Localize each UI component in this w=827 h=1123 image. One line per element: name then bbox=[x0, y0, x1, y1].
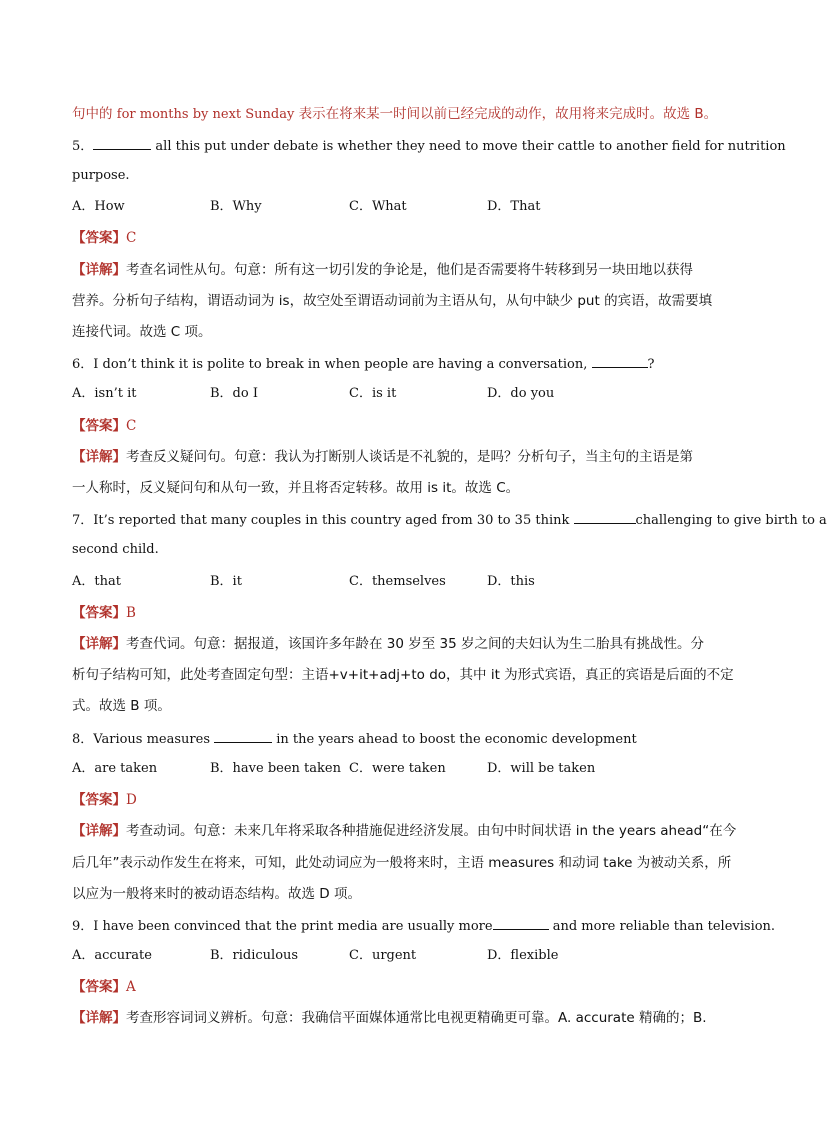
option-b: B．do I bbox=[210, 386, 258, 401]
option-a: A．accurate bbox=[72, 948, 152, 963]
detail-line: 式。故选 B 项。 bbox=[72, 698, 171, 714]
question-6-stem: 6．I don’t think it is polite to break in when people are having a conversation, ? bbox=[72, 357, 655, 372]
answer-blank bbox=[214, 730, 272, 743]
question-5-cont: purpose. bbox=[72, 168, 130, 183]
option-c: C．is it bbox=[349, 386, 397, 401]
option-d: D．this bbox=[487, 574, 535, 589]
option-a: A．that bbox=[72, 574, 121, 589]
option-b: B．ridiculous bbox=[210, 948, 299, 963]
option-a: A．are taken bbox=[72, 761, 158, 776]
intro-line: 句中的 for months by next Sunday 表示在将来某一时间以前已经完成的动作，故用将来完成时。故选 B。 bbox=[72, 106, 718, 122]
option-d: D．That bbox=[487, 199, 541, 214]
detail-line: 后几年”表示动作发生在将来，可知，此处动词应为一般将来时，主语 measures 和动词 take 为被动关系，所 bbox=[72, 855, 732, 871]
question-9-stem: 9．I have been convinced that the print media are usually more and more reliable than television. bbox=[72, 919, 776, 934]
option-d: D．flexible bbox=[487, 948, 559, 963]
answer-blank bbox=[592, 355, 648, 368]
detail-line: 连接代词。故选 C 项。 bbox=[72, 324, 212, 340]
option-d: D．do you bbox=[487, 386, 555, 401]
answer-line: 【答案】D bbox=[72, 792, 137, 808]
question-8-stem: 8．Various measures in the years ahead to boost the economic development bbox=[72, 732, 637, 747]
question-7-cont: second child. bbox=[72, 542, 159, 557]
answer-line: 【答案】C bbox=[72, 230, 137, 246]
option-c: C．were taken bbox=[349, 761, 446, 776]
question-5-stem: 5． all this put under debate is whether they need to move their cattle to another field for nutrition bbox=[72, 139, 786, 154]
detail-line: 【详解】考查反义疑问句。句意：我认为打断别人谈话是不礼貌的，是吗？分析句子，当主句的主语是第 bbox=[72, 449, 693, 465]
answer-line: 【答案】B bbox=[72, 605, 136, 621]
detail-line: 【详解】考查名词性从句。句意：所有这一切引发的争论是，他们是否需要将牛转移到另一块田地以获得 bbox=[72, 262, 693, 278]
option-c: C．urgent bbox=[349, 948, 417, 963]
option-c: C．What bbox=[349, 199, 407, 214]
option-b: B．have been taken bbox=[210, 761, 341, 776]
answer-blank bbox=[493, 917, 549, 930]
detail-line: 以应为一般将来时的被动语态结构。故选 D 项。 bbox=[72, 886, 361, 902]
option-d: D．will be taken bbox=[487, 761, 596, 776]
option-c: C．themselves bbox=[349, 574, 446, 589]
question-7-stem: 7．It’s reported that many couples in this country aged from 30 to 35 think challenging to give birth to a bbox=[72, 513, 827, 528]
detail-line: 析句子结构可知，此处考查固定句型：主语+v+it+adj+to do，其中 it 为形式宾语，真正的宾语是后面的不定 bbox=[72, 667, 734, 683]
answer-blank bbox=[93, 137, 151, 150]
answer-blank bbox=[574, 511, 636, 524]
answer-line: 【答案】A bbox=[72, 979, 136, 995]
detail-line: 【详解】考查形容词词义辨析。句意：我确信平面媒体通常比电视更精确更可靠。A. accurate 精确的；B. bbox=[72, 1010, 707, 1026]
option-a: A．isn’t it bbox=[72, 386, 137, 401]
detail-line: 【详解】考查动词。句意：未来几年将采取各种措施促进经济发展。由句中时间状语 in the years ahead“在今 bbox=[72, 823, 737, 839]
option-b: B．Why bbox=[210, 199, 262, 214]
option-b: B．it bbox=[210, 574, 242, 589]
detail-line: 【详解】考查代词。句意：据报道，该国许多年龄在 30 岁至 35 岁之间的夫妇认为生二胎具有挑战性。分 bbox=[72, 636, 705, 652]
answer-line: 【答案】C bbox=[72, 418, 137, 434]
detail-line: 营养。分析句子结构，谓语动词为 is，故空处至谓语动词前为主语从句，从句中缺少 put 的宾语，故需要填 bbox=[72, 293, 713, 309]
detail-line: 一人称时，反义疑问句和从句一致，并且将否定转移。故用 is it。故选 C。 bbox=[72, 480, 520, 496]
option-a: A．How bbox=[72, 199, 125, 214]
